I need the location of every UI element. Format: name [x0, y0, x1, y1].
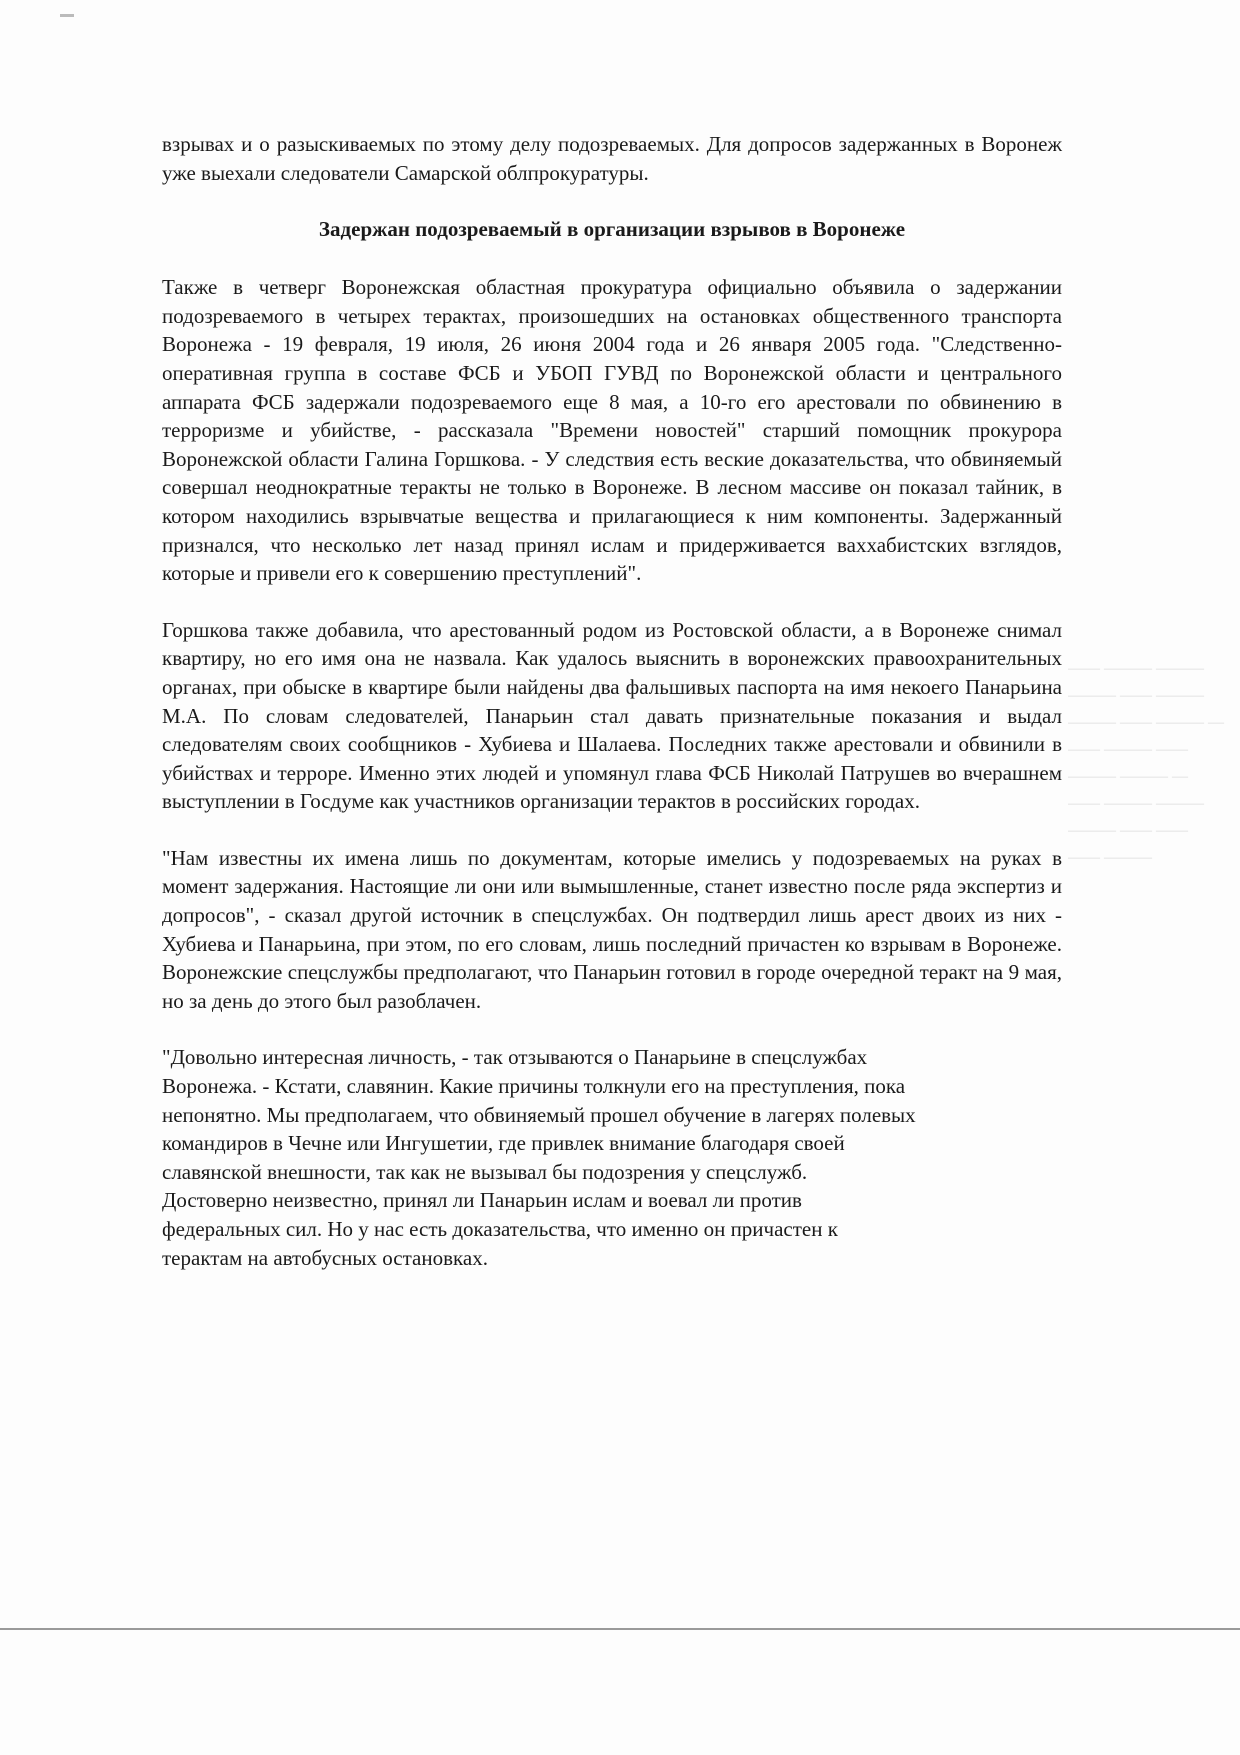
- paragraph-detention: Также в четверг Воронежская областная прокуратура официально объявила о задержании подозреваемого в четырех терактах, произошедших на остановках общественного транспорта Воронежа - 19 февраля, 19 июля, 26 июня 2004 года и 26 января 2005 года. "Следственно-оперативная группа в составе ФСБ и УБОП ГУВД по Воронежской области и центрального аппарата ФСБ задержали подозреваемого еще 8 мая, а 10-го его арестовали по обвинению в терроризме и убийстве, - рассказала "Времени новостей" старший помощник прокурора Воронежской области Галина Горшкова. - У следствия есть веские доказательства, что обвиняемый совершал неоднократные теракты не только в Воронеже. В лесном массиве он показал тайник, в котором находились взрывчатые вещества и прилагающиеся к ним компоненты. Задержанный признался, что несколько лет назад принял ислам и придерживается ваххабистских взглядов, которые и привели его к совершению преступлений".: [162, 275, 1062, 586]
- quote-line: терактам на автобусных остановках.: [162, 1245, 488, 1270]
- paragraph-gorshkova: Горшкова также добавила, что арестованный родом из Ростовской области, а в Воронеже снимал квартиру, но его имя она не назвала. Как удалось выяснить в воронежских правоохранительных органах, при обыске в квартире были найдены два фальшивых паспорта на имя некоего Панарьина М.А. По словам следователей, Панарьин стал давать признательные показания и выдал следователям своих сообщников - Хубиева и Шалаева. Последних также арестовали и обвинили в убийствах и терроре. Именно этих людей и упомянул глава ФСБ Николай Патрушев во вчерашнем выступлении в Госдуме как участников организации терактов в российских городах.: [162, 617, 1062, 814]
- quote-line: Достоверно неизвестно, принял ли Панарьин ислам и воевал ли против: [162, 1188, 802, 1213]
- quote-line: Воронежа. - Кстати, славянин. Какие причины толкнули его на преступления, пока: [162, 1074, 906, 1099]
- scan-speck: [60, 14, 74, 17]
- paragraph-quote: [162, 1043, 1062, 1272]
- paragraph-source: "Нам известны их имена лишь по документам, которые имелись у подозреваемых на руках в момент задержания. Настоящие ли они или вымышленные, станет известно после ряда экспертиз и допросов", - сказал другой источник в спецслужбах. Он подтвердил лишь арест двоих из них - Хубиева и Панарьина, при этом, по его словам, лишь последний причастен ко взрывам в Воронеже. Воронежские спецслужбы предполагают, что Панарьин готовил в городе очередной теракт на 9 мая, но за день до этого был разоблачен.: [162, 845, 1062, 1013]
- quote-line: федеральных сил. Но у нас есть доказательства, что именно он причастен к: [162, 1217, 838, 1241]
- quote-line: "Довольно интересная личность, - так отзываются о Панарьине в спецслужбах: [162, 1045, 868, 1070]
- quote-line: непонятно. Мы предполагаем, что обвиняемый прошел обучение в лагерях полевых: [162, 1102, 916, 1127]
- page-bottom-edge: [0, 1628, 1240, 1630]
- intro-paragraph: взрывах и о разыскиваемых по этому делу подозреваемых. Для допросов задержанных в Воронеж уже выехали следователи Самарской облпрокуратуры.: [162, 132, 1062, 185]
- document-body: [162, 130, 1062, 1300]
- section-heading: Задержан подозреваемый в организации взрывов в Воронеже: [318, 217, 906, 242]
- bleed-through-text: ―― ――― ――― ――― ―― ――― ――― ―― ――― ― ―― ――― ―― ――― ――― ― ―― ――― ――― ――― ―― ―― ―― ―――: [1068, 660, 1224, 866]
- quote-line: командиров в Чечне или Ингушетии, где привлек внимание благодаря своей: [162, 1131, 845, 1156]
- quote-line: славянской внешности, так как не вызывал бы подозрения у спецслужб.: [162, 1159, 808, 1184]
